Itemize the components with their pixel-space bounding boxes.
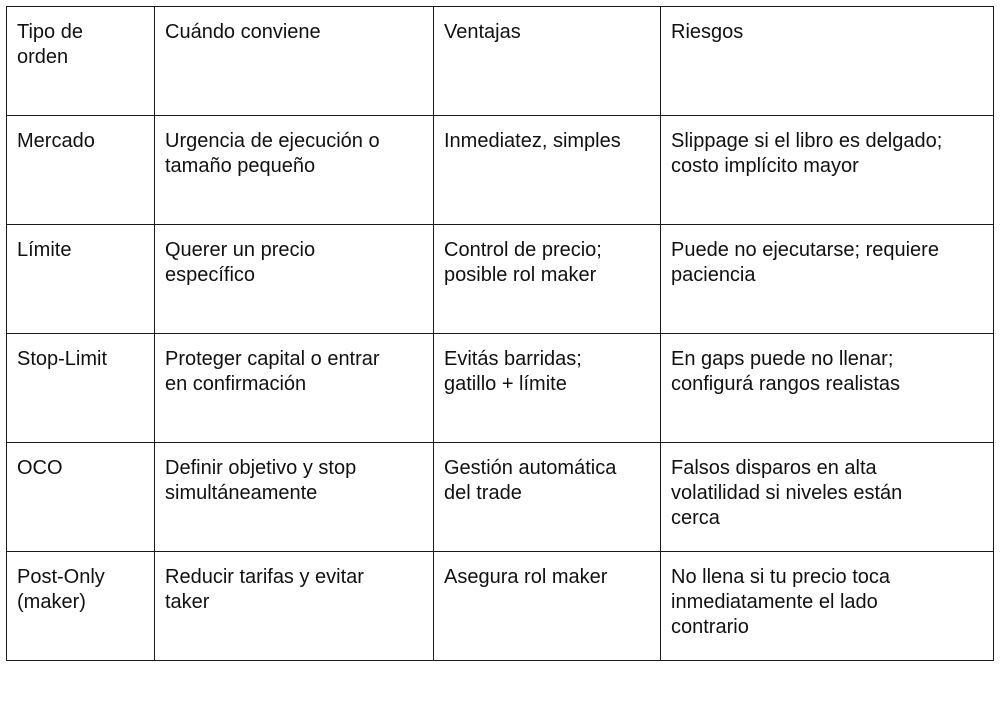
table-cell-risks: Puede no ejecutarse; requiere paciencia (661, 225, 994, 334)
table-cell-when-useful: Urgencia de ejecución o tamaño pequeño (155, 116, 434, 225)
table-cell-advantages: Asegura rol maker (434, 552, 661, 661)
header-cell-when-useful: Cuándo conviene (155, 7, 434, 116)
table-cell-risks: En gaps puede no llenar; configurá rangos realistas (661, 334, 994, 443)
table-cell-risks: Falsos disparos en alta volatilidad si niveles están cerca (661, 443, 994, 552)
table-cell-advantages: Gestión automática del trade (434, 443, 661, 552)
table-cell-risks: No llena si tu precio toca inmediatamente el lado contrario (661, 552, 994, 661)
table-cell-risks: Slippage si el libro es delgado; costo implícito mayor (661, 116, 994, 225)
table-cell-when-useful: Definir objetivo y stop simultáneamente (155, 443, 434, 552)
table-cell-order-type: Mercado (7, 116, 155, 225)
table-cell-order-type: Post-Only (maker) (7, 552, 155, 661)
table-cell-order-type: OCO (7, 443, 155, 552)
table-cell-order-type: Stop-Limit (7, 334, 155, 443)
table-cell-advantages: Inmediatez, simples (434, 116, 661, 225)
header-cell-order-type: Tipo de orden (7, 7, 155, 116)
table-cell-advantages: Control de precio; posible rol maker (434, 225, 661, 334)
order-types-table (6, 6, 994, 661)
table-cell-order-type: Límite (7, 225, 155, 334)
order-types-table-container (6, 6, 994, 661)
table-row (7, 443, 994, 552)
table-cell-when-useful: Reducir tarifas y evitar taker (155, 552, 434, 661)
table-row (7, 334, 994, 443)
header-cell-advantages: Ventajas (434, 7, 661, 116)
table-row (7, 552, 994, 661)
table-row (7, 225, 994, 334)
table-cell-advantages: Evitás barridas; gatillo + límite (434, 334, 661, 443)
table-row (7, 116, 994, 225)
table-header-row (7, 7, 994, 116)
table-cell-when-useful: Querer un precio específico (155, 225, 434, 334)
table-cell-when-useful: Proteger capital o entrar en confirmación (155, 334, 434, 443)
header-cell-risks: Riesgos (661, 7, 994, 116)
